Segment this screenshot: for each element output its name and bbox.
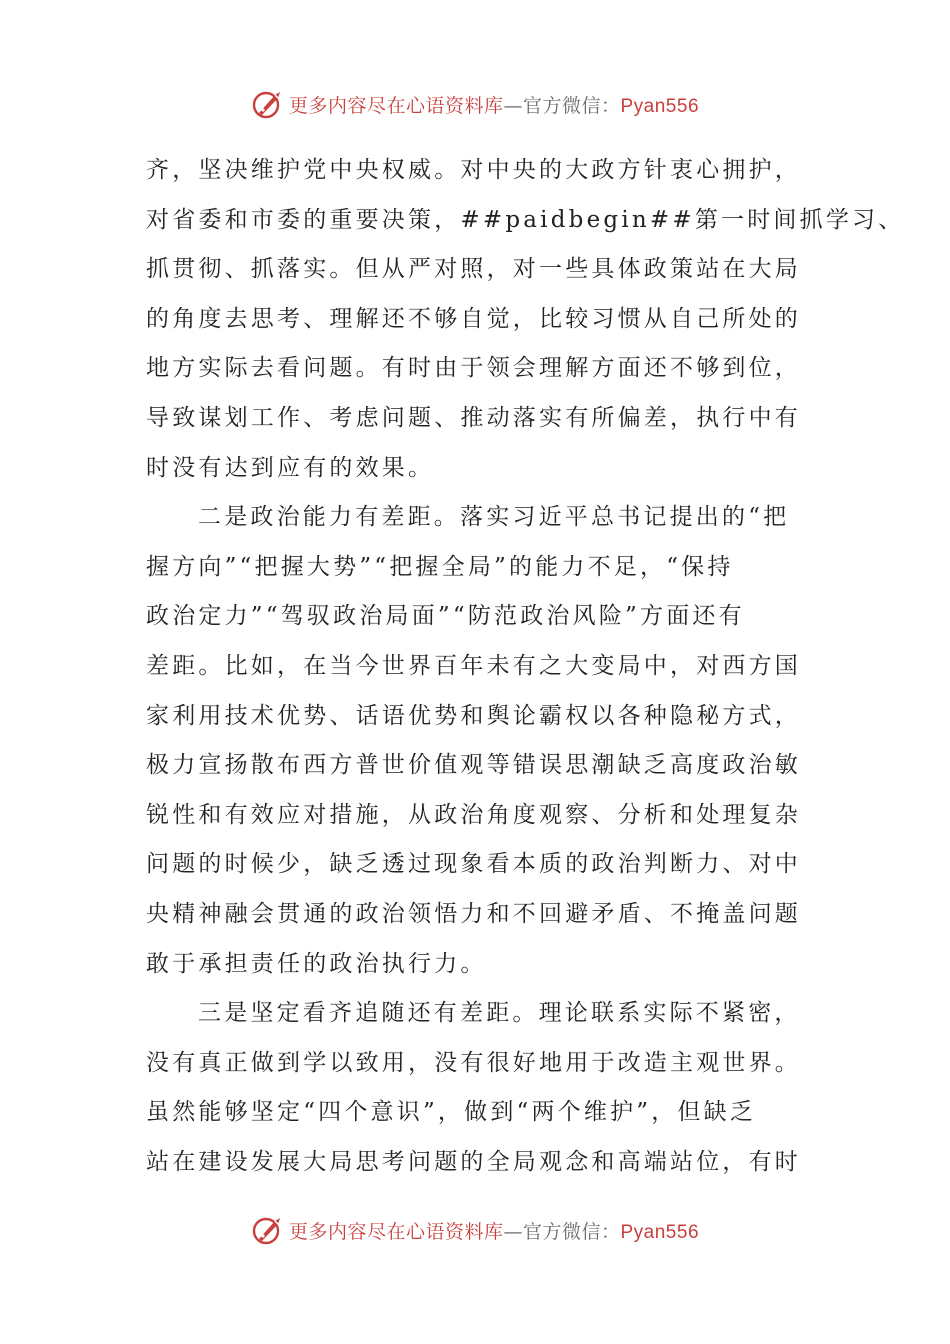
text-line: 敢于承担责任的政治执行力。 bbox=[146, 950, 487, 977]
text-line: 问题的时候少，缺乏透过现象看本质的政治判断力、对中 bbox=[146, 851, 801, 878]
text-line: 时没有达到应有的效果。 bbox=[146, 454, 435, 481]
banner-dash: — bbox=[503, 94, 523, 117]
text-line: 锐性和有效应对措施，从政治角度观察、分析和处理复杂 bbox=[146, 801, 801, 828]
banner-dash: — bbox=[503, 1220, 523, 1243]
text-line: 握方向”“把握大势”“把握全局”的能力不足，“保持 bbox=[146, 553, 734, 580]
pen-nib-circle-icon bbox=[251, 87, 285, 121]
document-body bbox=[146, 146, 905, 1187]
banner-main-text: 更多内容尽在心语资料库 bbox=[288, 1220, 504, 1243]
text-line: 极力宣扬散布西方普世价值观等错误思潮缺乏高度政治敏 bbox=[146, 752, 801, 779]
text-line: 家利用技术优势、话语优势和舆论霸权以各种隐秘方式， bbox=[146, 702, 801, 729]
text-line: 地方实际去看问题。有时由于领会理解方面还不够到位， bbox=[146, 355, 801, 382]
text-line: 的角度去思考、理解还不够自觉，比较习惯从自己所处的 bbox=[146, 305, 801, 332]
banner-text bbox=[289, 1217, 699, 1244]
banner-wechat-id: Pyan556 bbox=[620, 95, 700, 117]
text-line: 虽然能够坚定“四个意识”，做到“两个维护”，但缺乏 bbox=[146, 1099, 757, 1126]
text-line: 导致谋划工作、考虑问题、推动落实有所偏差，执行中有 bbox=[146, 404, 801, 431]
text-line: 政治定力”“驾驭政治局面”“防范政治风险”方面还有 bbox=[146, 603, 745, 630]
text-line: 齐，坚决维护党中央权威。对中央的大政方针衷心拥护， bbox=[146, 157, 801, 183]
text-line: 央精神融会贯通的政治领悟力和不回避矛盾、不掩盖问题 bbox=[146, 900, 801, 927]
paragraph-start-line: 二是政治能力有差距。落实习近平总书记提出的“把 bbox=[198, 504, 790, 531]
text-line: 差距。比如，在当今世界百年未有之大变局中，对西方国 bbox=[146, 652, 801, 679]
banner-main-text: 更多内容尽在心语资料库 bbox=[288, 94, 504, 117]
text-line: 对省委和市委的重要决策，##paidbegin##第一时间抓学习、 bbox=[146, 206, 905, 233]
banner-wechat-label: 官方微信： bbox=[522, 94, 621, 117]
footer-banner bbox=[0, 1210, 950, 1250]
header-banner bbox=[0, 84, 950, 124]
text-line: 没有真正做到学以致用，没有很好地用于改造主观世界。 bbox=[146, 1049, 801, 1076]
banner-text bbox=[289, 91, 699, 118]
banner-wechat-id: Pyan556 bbox=[620, 1221, 700, 1243]
text-line: 抓贯彻、抓落实。但从严对照，对一些具体政策站在大局 bbox=[146, 256, 801, 283]
paragraph-start-line: 三是坚定看齐追随还有差距。理论联系实际不紧密， bbox=[198, 1000, 801, 1027]
text-line: 站在建设发展大局思考问题的全局观念和高端站位，有时 bbox=[146, 1148, 801, 1175]
pen-nib-circle-icon bbox=[251, 1213, 285, 1247]
banner-wechat-label: 官方微信： bbox=[522, 1220, 621, 1243]
